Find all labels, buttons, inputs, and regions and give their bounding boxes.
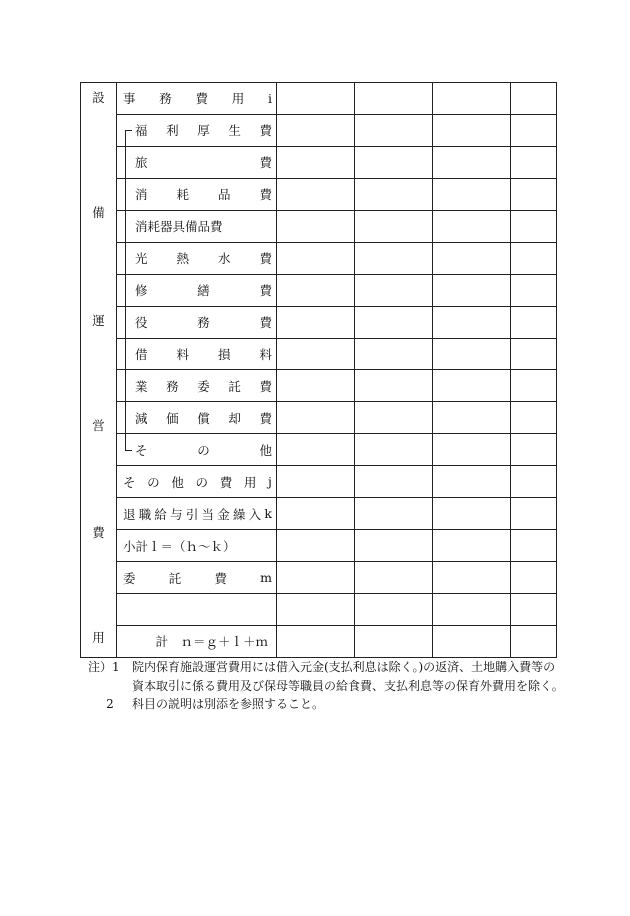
- table-row: [81, 83, 557, 115]
- amount-cell[interactable]: [277, 370, 355, 402]
- item-label-char: 引: [185, 506, 199, 522]
- amount-cell[interactable]: [277, 242, 355, 274]
- item-label-char: 事: [123, 91, 136, 107]
- item-label: [135, 281, 272, 299]
- item-label-char: 務: [197, 315, 210, 331]
- item-label-char: 却: [228, 410, 241, 426]
- item-label-char: i: [268, 90, 272, 106]
- bracket-line: [125, 147, 126, 178]
- item-label-cell: [117, 562, 277, 594]
- amount-cell[interactable]: [277, 274, 355, 306]
- amount-cell[interactable]: [277, 434, 355, 466]
- amount-cell[interactable]: [433, 594, 511, 626]
- table-row: [81, 625, 557, 657]
- item-label-char: 務: [166, 378, 179, 394]
- note-2-number: 2: [106, 697, 114, 711]
- item-label: [135, 249, 272, 267]
- item-label-char: 入: [248, 506, 262, 522]
- bracket-line: [125, 275, 126, 306]
- item-label-char: 費: [219, 474, 233, 490]
- table-row: [81, 338, 557, 370]
- item-label-cell: [117, 434, 277, 466]
- item-label-char: 費: [259, 251, 272, 267]
- item-label-char: 品: [217, 187, 231, 203]
- item-label-char: 熱: [176, 251, 189, 267]
- item-label-char: 費: [259, 410, 272, 426]
- amount-cell[interactable]: [277, 594, 355, 626]
- item-label-char: 務: [159, 91, 172, 107]
- table-row: [81, 210, 557, 242]
- amount-cell[interactable]: [277, 146, 355, 178]
- item-label-char: の: [195, 474, 209, 490]
- item-label-char: 与: [170, 506, 183, 522]
- amount-cell[interactable]: [433, 498, 511, 530]
- item-label-char: 費: [259, 378, 272, 394]
- item-label-char: 用: [231, 91, 245, 107]
- item-label-char: 委: [197, 378, 210, 394]
- section-label-cell: [81, 83, 117, 658]
- item-label: [135, 121, 272, 139]
- amount-cell[interactable]: [277, 530, 355, 562]
- table-row: [81, 466, 557, 498]
- amount-cell[interactable]: [355, 434, 433, 466]
- amount-cell[interactable]: [511, 402, 557, 434]
- amount-cell[interactable]: [355, 466, 433, 498]
- table-row: [81, 274, 557, 306]
- item-label-char: の: [197, 442, 210, 458]
- item-label-char: 他: [259, 442, 272, 458]
- bracket-line: [125, 402, 126, 433]
- note-1-text-1: 院内保育施設運営費用には借入元金(支払利息は除く。)の返済、土地購入費等の: [132, 660, 556, 674]
- item-label-char: 水: [217, 251, 231, 267]
- amount-cell[interactable]: [433, 402, 511, 434]
- item-label-char: 当: [201, 506, 215, 522]
- amount-cell[interactable]: [511, 83, 557, 115]
- amount-cell[interactable]: [433, 466, 511, 498]
- amount-cell[interactable]: [511, 114, 557, 146]
- amount-cell[interactable]: [511, 338, 557, 370]
- amount-cell[interactable]: [511, 306, 557, 338]
- item-label-cell: [117, 83, 277, 115]
- item-label-char: 託: [228, 378, 241, 394]
- cost-table-body: [81, 83, 557, 658]
- amount-cell[interactable]: [355, 625, 433, 657]
- item-label-char: m: [260, 570, 272, 586]
- amount-cell[interactable]: [355, 83, 433, 115]
- amount-cell[interactable]: [277, 498, 355, 530]
- item-label-char: 用: [243, 474, 257, 490]
- amount-cell[interactable]: [277, 210, 355, 242]
- amount-cell[interactable]: [511, 242, 557, 274]
- amount-cell[interactable]: [433, 434, 511, 466]
- note-2-text: 科目の説明は別添を参照すること。: [132, 697, 325, 711]
- table-row: [81, 114, 557, 146]
- item-label-cell: [117, 274, 277, 306]
- amount-cell[interactable]: [433, 83, 511, 115]
- item-label-char: 耗: [176, 187, 189, 203]
- table-row: [81, 562, 557, 594]
- amount-cell[interactable]: [511, 370, 557, 402]
- table-row: [81, 178, 557, 210]
- item-label: [135, 441, 272, 459]
- table-row: [81, 370, 557, 402]
- amount-cell[interactable]: [511, 530, 557, 562]
- amount-cell[interactable]: [277, 178, 355, 210]
- amount-cell[interactable]: [511, 466, 557, 498]
- item-label-char: 費: [195, 91, 209, 107]
- item-label-cell: [117, 530, 277, 562]
- cost-table: [80, 82, 557, 658]
- table-row: [81, 530, 557, 562]
- item-label-char: 委: [123, 570, 136, 586]
- amount-cell[interactable]: [433, 178, 511, 210]
- amount-cell[interactable]: [511, 210, 557, 242]
- item-label-char: 費: [259, 315, 272, 331]
- amount-cell[interactable]: [355, 114, 433, 146]
- table-row: [81, 402, 557, 434]
- item-label-char: 料: [176, 346, 189, 362]
- amount-cell[interactable]: [355, 338, 433, 370]
- amount-cell[interactable]: [355, 498, 433, 530]
- item-label: [135, 313, 272, 331]
- amount-cell[interactable]: [433, 114, 511, 146]
- bracket-line: [125, 243, 126, 274]
- table-row: [81, 242, 557, 274]
- item-label-cell: [117, 210, 277, 242]
- item-label-char: の: [147, 474, 160, 490]
- note-1-line-1: [88, 658, 588, 677]
- bracket-line: [125, 179, 126, 210]
- section-label-char: 営: [92, 418, 105, 433]
- table-row: [81, 498, 557, 530]
- amount-cell[interactable]: [433, 146, 511, 178]
- item-label-char: 償: [197, 410, 210, 426]
- item-label-cell: [117, 594, 277, 626]
- item-label-char: 消: [135, 187, 148, 203]
- amount-cell[interactable]: [433, 274, 511, 306]
- item-label-char: 他: [171, 474, 184, 490]
- item-label: [135, 153, 272, 171]
- amount-cell[interactable]: [433, 625, 511, 657]
- amount-cell[interactable]: [355, 146, 433, 178]
- item-label: [123, 505, 272, 523]
- item-label-cell: [117, 498, 277, 530]
- item-label-char: 損: [217, 346, 231, 362]
- item-label-cell: [117, 114, 277, 146]
- note-prefix: 注）1: [88, 660, 120, 674]
- table-row: [81, 434, 557, 466]
- item-label-char: 繰: [232, 506, 246, 522]
- amount-cell[interactable]: [511, 594, 557, 626]
- item-label-cell: [117, 242, 277, 274]
- item-label-char: 業: [135, 378, 148, 394]
- item-label-char: そ: [123, 474, 136, 490]
- amount-cell[interactable]: [433, 338, 511, 370]
- item-label: [123, 473, 272, 491]
- section-label-char: 費: [92, 525, 105, 540]
- amount-cell[interactable]: [355, 530, 433, 562]
- item-label: 消耗器具備品費: [135, 219, 223, 235]
- item-label-char: 費: [259, 187, 272, 203]
- item-label: [135, 345, 272, 363]
- amount-cell[interactable]: [355, 562, 433, 594]
- item-label: [135, 409, 272, 427]
- item-label-char: 減: [135, 410, 148, 426]
- item-label-char: 借: [135, 346, 148, 362]
- amount-cell[interactable]: [511, 625, 557, 657]
- section-label-char: 備: [92, 205, 105, 220]
- item-label-char: 料: [259, 346, 272, 362]
- bracket-line: [125, 211, 126, 242]
- section-label-char: 運: [92, 313, 105, 328]
- item-label-char: 職: [138, 506, 152, 522]
- item-label: 小計ｌ＝（ｈ～ｋ）: [123, 538, 236, 554]
- footnotes: [88, 658, 588, 714]
- amount-cell[interactable]: [277, 306, 355, 338]
- amount-cell[interactable]: [355, 402, 433, 434]
- amount-cell[interactable]: [433, 306, 511, 338]
- item-label: [123, 569, 272, 587]
- item-label-char: k: [264, 506, 272, 522]
- amount-cell[interactable]: [277, 338, 355, 370]
- item-label-char: 旅: [135, 155, 148, 171]
- item-label-char: 退: [123, 506, 136, 522]
- item-label-char: 費: [259, 283, 272, 299]
- amount-cell[interactable]: [277, 562, 355, 594]
- amount-cell[interactable]: [355, 594, 433, 626]
- item-label-char: 厚: [197, 123, 210, 139]
- amount-cell[interactable]: [511, 434, 557, 466]
- amount-cell[interactable]: [511, 178, 557, 210]
- amount-cell[interactable]: [355, 178, 433, 210]
- item-label-char: 金: [217, 506, 230, 522]
- amount-cell[interactable]: [355, 370, 433, 402]
- item-label-cell: [117, 306, 277, 338]
- amount-cell[interactable]: [511, 562, 557, 594]
- amount-cell[interactable]: [433, 242, 511, 274]
- item-label-char: 繕: [197, 283, 210, 299]
- item-label-char: j: [268, 474, 272, 490]
- item-label-char: 託: [168, 570, 182, 586]
- amount-cell[interactable]: [277, 114, 355, 146]
- item-label-char: そ: [135, 442, 148, 458]
- bracket-line: [125, 434, 132, 451]
- item-label-char: 役: [135, 315, 148, 331]
- note-1-text-2: 資本取引に係る費用及び保母等職員の給食費、支払利息等の保育外費用を除く。: [132, 678, 564, 693]
- item-label-char: 給: [154, 506, 167, 522]
- item-label-cell: [117, 625, 277, 657]
- item-label-char: 光: [135, 251, 148, 267]
- bracket-line: [125, 307, 126, 338]
- item-label-cell: [117, 338, 277, 370]
- item-label-char: 費: [259, 123, 272, 139]
- item-label-char: 生: [228, 123, 241, 139]
- item-label-cell: [117, 466, 277, 498]
- bracket-line: [125, 370, 126, 401]
- item-label: [135, 185, 272, 203]
- amount-cell[interactable]: [277, 402, 355, 434]
- amount-cell[interactable]: [355, 210, 433, 242]
- item-label-char: 福: [135, 123, 148, 139]
- table-row: [81, 594, 557, 626]
- table-row: [81, 146, 557, 178]
- item-label: [123, 89, 272, 107]
- item-label-char: 利: [166, 123, 179, 139]
- table-row: [81, 306, 557, 338]
- item-label-char: 費: [214, 570, 227, 586]
- bracket-line: [125, 339, 126, 370]
- amount-cell[interactable]: [355, 274, 433, 306]
- amount-cell[interactable]: [511, 274, 557, 306]
- section-label-char: 用: [92, 630, 105, 645]
- amount-cell[interactable]: [277, 466, 355, 498]
- note-2-line: [88, 695, 588, 714]
- amount-cell[interactable]: [433, 530, 511, 562]
- item-label-cell: [117, 146, 277, 178]
- item-label-char: 修: [135, 283, 148, 299]
- amount-cell[interactable]: [433, 210, 511, 242]
- amount-cell[interactable]: [277, 83, 355, 115]
- amount-cell[interactable]: [433, 562, 511, 594]
- item-label-char: 費: [259, 155, 272, 171]
- item-label-cell: [117, 178, 277, 210]
- item-label-cell: [117, 370, 277, 402]
- amount-cell[interactable]: [511, 146, 557, 178]
- item-label: [135, 377, 272, 395]
- amount-cell[interactable]: [355, 306, 433, 338]
- amount-cell[interactable]: [511, 498, 557, 530]
- amount-cell[interactable]: [355, 242, 433, 274]
- item-label-cell: [117, 402, 277, 434]
- total-label: 計 ｎ＝ｇ＋ｌ＋ｍ: [155, 634, 268, 650]
- bracket-line: [125, 130, 132, 146]
- section-label-char: 設: [92, 90, 105, 105]
- amount-cell[interactable]: [277, 625, 355, 657]
- item-label-char: 価: [166, 410, 179, 426]
- amount-cell[interactable]: [433, 370, 511, 402]
- note-1-line-2: [88, 677, 588, 696]
